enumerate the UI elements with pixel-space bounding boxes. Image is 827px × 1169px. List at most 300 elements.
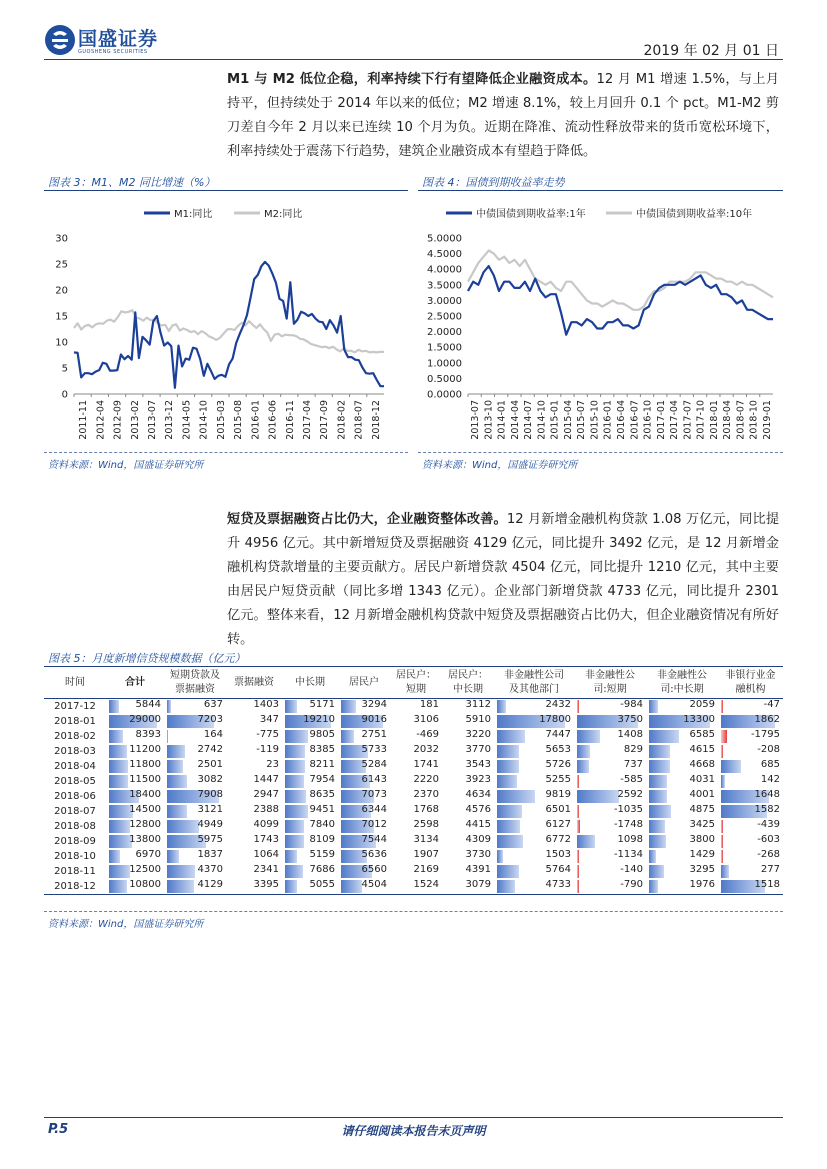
- cell-value: -469: [416, 729, 439, 740]
- table-cell: [494, 804, 574, 819]
- cell-value: 5733: [361, 744, 387, 755]
- x-tick-label: 2016-11: [284, 400, 296, 440]
- value-bar: [285, 850, 297, 863]
- table-cell: [164, 789, 226, 804]
- table-cell: [106, 759, 164, 774]
- cell-value: -585: [620, 774, 643, 785]
- value-bar: [649, 730, 679, 743]
- fig4-source-rule: [418, 452, 783, 453]
- cell-value: 8109: [309, 834, 335, 845]
- cell-value: 5975: [197, 834, 223, 845]
- value-bar: [649, 700, 658, 713]
- table-cell: [106, 789, 164, 804]
- table-cell: [494, 834, 574, 849]
- cell-value: 19210: [303, 714, 335, 725]
- table-row: [44, 819, 783, 834]
- footer-divider: [44, 1117, 783, 1118]
- header-divider: [44, 59, 783, 60]
- table-cell: [390, 879, 442, 895]
- table-cell: [718, 834, 783, 849]
- table-cell: [106, 744, 164, 759]
- cell-value: 277: [760, 864, 780, 875]
- row-date: 2018-07: [54, 806, 96, 817]
- cell-value: 4668: [689, 759, 715, 770]
- table-cell: [718, 819, 783, 834]
- value-bar: [497, 790, 535, 803]
- column-header: 中长期: [282, 668, 338, 699]
- cell-value: 4949: [197, 819, 223, 830]
- cell-value: 3750: [617, 714, 643, 725]
- x-tick-label: 2016-06: [267, 400, 279, 440]
- paragraph-loans: [227, 508, 779, 652]
- cell-value: 5910: [465, 714, 491, 725]
- cell-value: 5764: [545, 864, 571, 875]
- value-bar: [577, 865, 579, 878]
- cell-value: 4129: [197, 879, 223, 890]
- table-row: [44, 789, 783, 804]
- column-header: 时间: [44, 668, 106, 699]
- table-row: [44, 834, 783, 849]
- table-cell: [646, 804, 718, 819]
- cell-value: -47: [763, 699, 780, 710]
- cell-value: 12500: [129, 864, 161, 875]
- legend-label: M2:同比: [264, 209, 303, 220]
- cell-value: 4504: [361, 879, 387, 890]
- table-cell: [226, 744, 282, 759]
- value-bar: [285, 700, 297, 713]
- value-bar: [649, 865, 664, 878]
- table-cell: [106, 849, 164, 864]
- table-cell: [226, 729, 282, 744]
- fig4-source: 资料来源：Wind，国盛证券研究所: [422, 460, 578, 471]
- table-header-row: [44, 668, 783, 699]
- table-cell: [164, 729, 226, 744]
- cell-value: 5255: [545, 774, 571, 785]
- table-cell: [442, 849, 494, 864]
- value-bar: [285, 745, 305, 758]
- cell-value: 5653: [545, 744, 571, 755]
- table-row: [44, 744, 783, 759]
- x-tick-label: 2015-07: [576, 400, 588, 440]
- table-cell: [282, 759, 338, 774]
- table-cell: [494, 864, 574, 879]
- table-cell: [390, 849, 442, 864]
- value-bar: [497, 880, 515, 893]
- cell-value: 5844: [135, 699, 161, 710]
- value-bar: [649, 760, 670, 773]
- x-tick-label: 2013-07: [147, 400, 158, 440]
- column-header: 非金融性公 司:短期: [574, 668, 646, 699]
- cell-value: 4099: [253, 819, 279, 830]
- cell-value: 6772: [545, 834, 571, 845]
- value-bar: [497, 865, 519, 878]
- table-cell: [282, 789, 338, 804]
- x-tick-label: 2017-10: [695, 400, 707, 440]
- cell-value: 2341: [253, 864, 279, 875]
- cell-value: 8385: [309, 744, 335, 755]
- column-header: 合计: [106, 668, 164, 699]
- fig3-source-rule: [44, 452, 408, 453]
- cell-value: 2598: [413, 819, 439, 830]
- cell-value: 4031: [689, 774, 715, 785]
- table-cell: [164, 864, 226, 879]
- fig3-source: 资料来源：Wind，国盛证券研究所: [48, 460, 204, 471]
- table-cell: [164, 849, 226, 864]
- cell-value: 2432: [545, 699, 571, 710]
- y-tick-label: 15: [55, 311, 68, 323]
- cell-value: 1408: [617, 729, 643, 740]
- series-line: [468, 266, 773, 335]
- cell-value: -1134: [613, 849, 643, 860]
- table-cell: [282, 849, 338, 864]
- x-tick-label: 2016-01: [250, 400, 262, 440]
- value-bar: [109, 700, 119, 713]
- table-cell: [718, 789, 783, 804]
- value-bar: [285, 835, 304, 848]
- cell-value: -119: [256, 744, 279, 755]
- value-bar: [285, 880, 297, 893]
- x-tick-label: 2013-12: [164, 400, 176, 440]
- credit-table-wrap: [44, 668, 783, 895]
- cell-value: 1503: [545, 849, 571, 860]
- cell-value: -790: [620, 879, 643, 890]
- y-tick-label: 3.0000: [427, 295, 462, 307]
- value-bar: [577, 850, 579, 863]
- cell-value: 142: [760, 774, 780, 785]
- table-cell: [390, 744, 442, 759]
- table-cell: [338, 879, 390, 895]
- table-cell: [106, 804, 164, 819]
- table-cell: [442, 759, 494, 774]
- table-cell: [106, 729, 164, 744]
- table-cell: [164, 804, 226, 819]
- cell-value: 8211: [309, 759, 335, 770]
- y-tick-label: 2.0000: [427, 327, 462, 339]
- table-cell: [718, 729, 783, 744]
- value-bar: [109, 820, 130, 833]
- value-bar: [577, 745, 590, 758]
- value-bar: [721, 865, 729, 878]
- x-tick-label: 2016-01: [602, 400, 614, 440]
- value-bar: [167, 745, 185, 758]
- row-date: 2018-10: [54, 851, 96, 862]
- table-row: [44, 804, 783, 819]
- cell-value: -1035: [613, 804, 643, 815]
- value-bar: [497, 820, 520, 833]
- cell-value: 5284: [361, 759, 387, 770]
- table-cell: [574, 699, 646, 715]
- paragraph-body: 12 月 M1 增速 1.5%，与上月持平，但持续处于 2014 年以来的低位；M2 增速 8.1%，较上月回升 0.1 个 pct。M1-M2 剪刀差自今年 2 月以来已连续 10 个月为负。近期在降准、流动性释放带来的货币宽松环境下，利率持续处于震荡下行趋势，建筑企业融资成本有望趋于降低。: [227, 72, 779, 159]
- value-bar: [649, 820, 665, 833]
- table-cell: [338, 729, 390, 744]
- company-name-en: GUOSHENG SECURITIES: [78, 49, 148, 55]
- column-header: 短期贷款及 票据融资: [164, 668, 226, 699]
- cell-value: 3395: [253, 879, 279, 890]
- x-tick-label: 2018-07: [353, 400, 365, 440]
- legend-label: 中债国债到期收益率:10年: [636, 209, 753, 220]
- table-cell: [338, 759, 390, 774]
- cell-value: 3121: [197, 804, 223, 815]
- value-bar: [577, 880, 579, 893]
- credit-table: [44, 668, 783, 895]
- column-header: 非金融性公 司:中长期: [646, 668, 718, 699]
- cell-value: 9016: [361, 714, 387, 725]
- table-row: [44, 699, 783, 715]
- cell-value: 164: [203, 729, 223, 740]
- cell-value: 1403: [253, 699, 279, 710]
- value-bar: [577, 700, 579, 713]
- value-bar: [497, 805, 522, 818]
- table-cell: [338, 819, 390, 834]
- m1-m2-chart: [44, 196, 408, 446]
- table-cell: [390, 864, 442, 879]
- table-row: [44, 729, 783, 744]
- cell-value: 3106: [413, 714, 439, 725]
- cell-value: 4309: [465, 834, 491, 845]
- x-tick-label: 2018-01: [708, 400, 720, 440]
- cell-value: 6970: [135, 849, 161, 860]
- table-cell: [338, 774, 390, 789]
- cell-value: 9819: [545, 789, 571, 800]
- cell-value: 1098: [617, 834, 643, 845]
- m1-m2-chart-svg: [44, 196, 408, 446]
- cell-value: 1768: [413, 804, 439, 815]
- table-cell: [494, 744, 574, 759]
- cell-value: 3134: [413, 834, 439, 845]
- y-tick-label: 5.0000: [427, 233, 462, 245]
- cell-value: 737: [623, 759, 643, 770]
- x-tick-label: 2019-01: [761, 400, 773, 440]
- table-cell: [282, 699, 338, 715]
- y-tick-label: 1.5000: [427, 342, 462, 354]
- value-bar: [649, 805, 671, 818]
- y-tick-label: 25: [55, 259, 68, 271]
- cell-value: -439: [757, 819, 780, 830]
- cell-value: 5055: [309, 879, 335, 890]
- cell-value: 9805: [309, 729, 335, 740]
- table-cell: [442, 744, 494, 759]
- table-cell: [574, 864, 646, 879]
- cell-value: -140: [620, 864, 643, 875]
- table-cell: [282, 834, 338, 849]
- cell-value: 1064: [253, 849, 279, 860]
- x-tick-label: 2012-04: [95, 400, 107, 440]
- row-date: 2018-03: [54, 746, 96, 757]
- table-row: [44, 864, 783, 879]
- table-cell: [494, 774, 574, 789]
- cell-value: 8393: [135, 729, 161, 740]
- table-cell: [226, 774, 282, 789]
- cell-value: -984: [620, 699, 643, 710]
- table-cell: [646, 849, 718, 864]
- table-cell: [226, 834, 282, 849]
- value-bar: [721, 835, 723, 848]
- table-cell: [494, 849, 574, 864]
- value-bar: [167, 760, 183, 773]
- table-cell: [106, 774, 164, 789]
- cell-value: 17800: [539, 714, 571, 725]
- value-bar: [577, 730, 600, 743]
- table-cell: [390, 819, 442, 834]
- value-bar: [721, 745, 723, 758]
- cell-value: 2032: [413, 744, 439, 755]
- cell-value: -208: [757, 744, 780, 755]
- cell-value: 7203: [197, 714, 223, 725]
- cell-value: 1907: [413, 849, 439, 860]
- x-tick-label: 2017-09: [319, 400, 331, 440]
- cell-value: 4875: [689, 804, 715, 815]
- table-cell: [226, 879, 282, 895]
- column-header: 非金融性公司 及其他部门: [494, 668, 574, 699]
- cell-value: 3800: [689, 834, 715, 845]
- cell-value: 3079: [465, 879, 491, 890]
- cell-value: 2501: [197, 759, 223, 770]
- table-cell: [574, 774, 646, 789]
- table-cell: [718, 864, 783, 879]
- cell-value: 2059: [689, 699, 715, 710]
- column-header: 居民户： 短期: [390, 668, 442, 699]
- table-cell: [442, 729, 494, 744]
- cell-value: 3770: [465, 744, 491, 755]
- cell-value: 4634: [465, 789, 491, 800]
- cell-value: 13300: [683, 714, 715, 725]
- value-bar: [721, 820, 723, 833]
- value-bar: [341, 880, 362, 893]
- bond-yield-chart-svg: [418, 196, 783, 446]
- cell-value: 11800: [129, 759, 161, 770]
- cell-value: 4733: [545, 879, 571, 890]
- value-bar: [721, 760, 741, 773]
- row-date: 2018-06: [54, 791, 96, 802]
- table-cell: [718, 714, 783, 729]
- x-tick-label: 2013-07: [470, 400, 482, 440]
- cell-value: 4615: [689, 744, 715, 755]
- y-tick-label: 10: [55, 337, 68, 349]
- table-cell: [338, 834, 390, 849]
- table-cell: [282, 729, 338, 744]
- table-cell: [574, 804, 646, 819]
- table-cell: [226, 849, 282, 864]
- table-cell: [338, 744, 390, 759]
- value-bar: [285, 730, 308, 743]
- table-cell: [718, 759, 783, 774]
- table-cell: [164, 834, 226, 849]
- cell-value: 1976: [689, 879, 715, 890]
- value-bar: [109, 730, 123, 743]
- paragraph-m1-m2: [227, 68, 779, 164]
- cell-value: 685: [760, 759, 780, 770]
- table-cell: [646, 789, 718, 804]
- value-bar: [167, 700, 171, 713]
- x-tick-label: 2014-01: [496, 400, 508, 440]
- report-date: 2019 年 02 月 01 日: [643, 43, 779, 59]
- value-bar: [577, 775, 579, 788]
- cell-value: 6501: [545, 804, 571, 815]
- cell-value: 29000: [129, 714, 161, 725]
- table-cell: [442, 789, 494, 804]
- fig3-title: 图表 3：M1、M2 同比增速（%）: [48, 176, 216, 189]
- cell-value: 2388: [253, 804, 279, 815]
- table-cell: [646, 879, 718, 895]
- value-bar: [341, 730, 354, 743]
- table-cell: [282, 744, 338, 759]
- cell-value: -775: [256, 729, 279, 740]
- cell-value: 4576: [465, 804, 491, 815]
- legend-label: M1:同比: [174, 209, 213, 220]
- cell-value: 11200: [129, 744, 161, 755]
- value-bar: [577, 820, 580, 833]
- paragraph-body: 12 月新增金融机构贷款 1.08 万亿元，同比提升 4956 亿元。其中新增短贷及票据融资 4129 亿元，同比提升 3492 亿元，是 12 月新增金融机构贷款增量的主要贡献方。居民户新增贷款 4504 亿元，同比提升 1210 亿元，其中主要由居民户短贷贡献（同比多增 1343 亿元）。企业部门新增贷款 4733 亿元，同比提升 2301 亿元。整体来看，12 月新增金融机构贷款中短贷及票据融资占比仍大，但企业融资情况有所好转。: [227, 512, 780, 647]
- cell-value: 6585: [689, 729, 715, 740]
- table-cell: [646, 819, 718, 834]
- row-date: 2018-05: [54, 776, 96, 787]
- x-tick-label: 2017-04: [302, 400, 313, 440]
- x-tick-label: 2013-02: [129, 400, 141, 440]
- cell-value: 2751: [361, 729, 387, 740]
- value-bar: [497, 745, 519, 758]
- table-cell: [282, 804, 338, 819]
- table-cell: [574, 789, 646, 804]
- x-tick-label: 2018-10: [748, 400, 760, 440]
- table-cell: [390, 699, 442, 715]
- x-tick-label: 2015-01: [549, 400, 561, 440]
- column-header: 居民户： 中长期: [442, 668, 494, 699]
- cell-value: 2169: [413, 864, 439, 875]
- cell-value: 1429: [689, 849, 715, 860]
- value-bar: [497, 835, 523, 848]
- cell-value: 14500: [129, 804, 161, 815]
- cell-value: 7073: [361, 789, 387, 800]
- value-bar: [649, 745, 670, 758]
- value-bar: [649, 850, 656, 863]
- table-cell: [442, 699, 494, 715]
- table-cell: [106, 864, 164, 879]
- x-tick-label: 2013-10: [483, 400, 495, 440]
- table-cell: [574, 729, 646, 744]
- y-tick-label: 4.5000: [427, 249, 462, 261]
- cell-value: 6560: [361, 864, 387, 875]
- cell-value: 5726: [545, 759, 571, 770]
- table5-source-rule: [44, 911, 783, 912]
- y-tick-label: 0.5000: [427, 373, 462, 385]
- x-tick-label: 2011-11: [78, 400, 90, 440]
- cell-value: 2592: [617, 789, 643, 800]
- value-bar: [721, 850, 723, 863]
- value-bar: [577, 790, 619, 803]
- table-cell: [442, 819, 494, 834]
- value-bar: [341, 700, 356, 713]
- cell-value: 3082: [197, 774, 223, 785]
- table-row: [44, 774, 783, 789]
- value-bar: [497, 700, 506, 713]
- cell-value: 3730: [465, 849, 491, 860]
- cell-value: 4415: [465, 819, 491, 830]
- table-cell: [106, 819, 164, 834]
- page-number: P.5: [48, 1122, 69, 1137]
- cell-value: -268: [757, 849, 780, 860]
- table-cell: [338, 849, 390, 864]
- cell-value: 3112: [465, 699, 491, 710]
- cell-value: 7840: [309, 819, 335, 830]
- value-bar: [285, 790, 306, 803]
- cell-value: 1743: [253, 834, 279, 845]
- table-cell: [282, 774, 338, 789]
- value-bar: [167, 730, 168, 743]
- x-tick-label: 2017-07: [682, 400, 694, 440]
- table-row: [44, 714, 783, 729]
- y-tick-label: 5: [61, 363, 68, 375]
- cell-value: 13800: [129, 834, 161, 845]
